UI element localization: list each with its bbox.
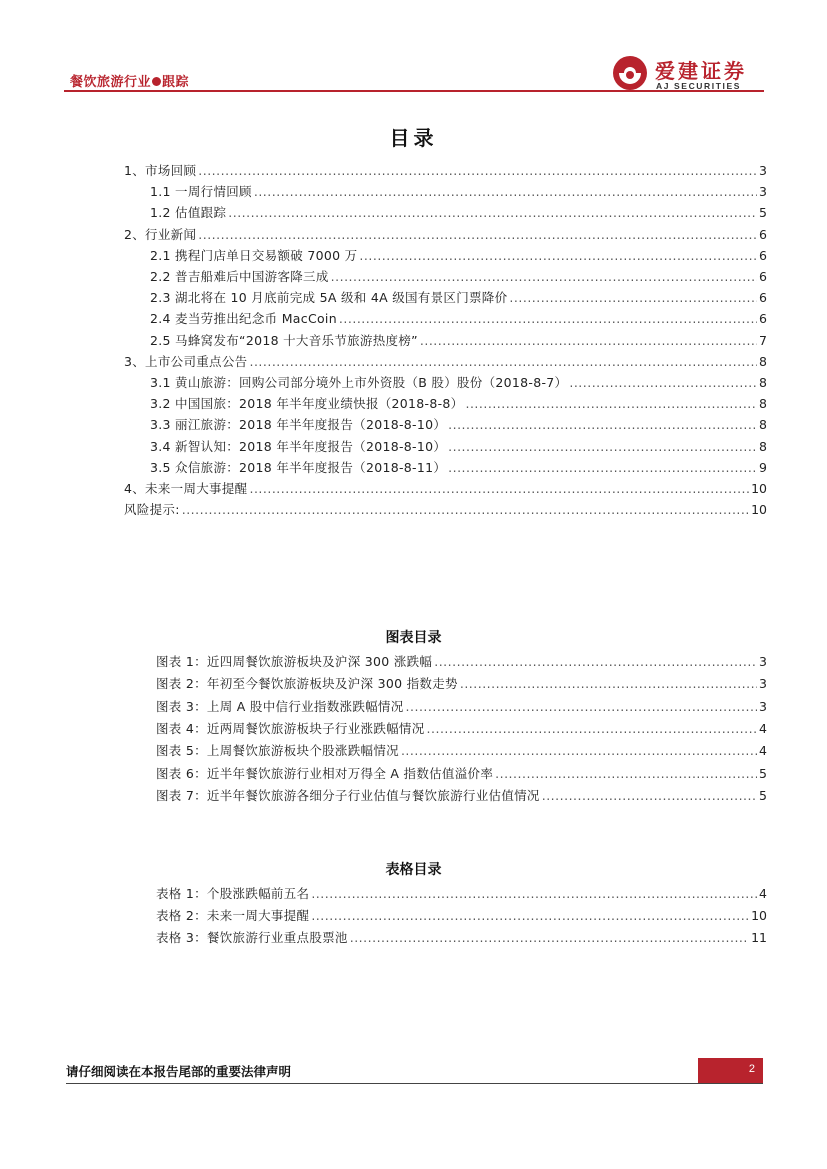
dot-leader xyxy=(228,205,757,220)
figure-entry-page: 5 xyxy=(759,765,767,781)
dot-leader xyxy=(339,311,757,326)
toc-entry[interactable] xyxy=(124,479,767,497)
toc-entry[interactable] xyxy=(150,203,767,221)
tables-toc-title: 表格目录 xyxy=(385,862,442,878)
toc-entry-label: 3.3 丽江旅游：2018 年半年度报告（2018-8-10） xyxy=(150,417,447,433)
dot-leader xyxy=(331,269,757,284)
logo-english-name: AJ SECURITIES xyxy=(656,81,742,91)
footer-divider xyxy=(66,1083,763,1084)
dot-leader xyxy=(311,908,749,923)
toc-entry[interactable] xyxy=(124,500,767,518)
toc-entry[interactable] xyxy=(150,458,767,476)
toc-entry-page: 8 xyxy=(759,417,767,433)
table-entry-page: 4 xyxy=(759,886,767,901)
figure-entry[interactable] xyxy=(156,764,767,782)
toc-entry-page: 10 xyxy=(751,481,767,496)
dot-leader xyxy=(249,481,749,496)
figure-entry-page: 5 xyxy=(759,787,767,803)
figure-entry-label: 图表 4：近两周餐饮旅游板块子行业涨跌幅情况 xyxy=(156,720,425,736)
toc-entry-label: 1.2 估值跟踪 xyxy=(150,205,227,221)
figures-toc-title: 图表目录 xyxy=(385,630,442,646)
dot-leader xyxy=(249,354,757,369)
report-category xyxy=(70,71,189,90)
toc-entry-page: 6 xyxy=(759,226,767,242)
figure-entry-label: 图表 6：近半年餐饮旅游行业相对万得全 A 指数估值溢价率 xyxy=(156,765,494,781)
dot-leader xyxy=(198,227,757,242)
figure-entry[interactable] xyxy=(156,786,767,804)
figure-entry-label: 图表 2：年初至今餐饮旅游板块及沪深 300 指数走势 xyxy=(156,676,458,692)
figure-entry-page: 3 xyxy=(759,676,767,692)
table-entry-label: 表格 1：个股涨跌幅前五名 xyxy=(156,886,310,901)
toc-entry-label: 2.5 马蜂窝发布“2018 十大音乐节旅游热度榜” xyxy=(150,332,418,348)
table-entry-page: 11 xyxy=(751,930,767,946)
report-category-text: 餐饮旅游行业 xyxy=(70,75,152,90)
toc-entry-page: 6 xyxy=(759,269,767,284)
toc-entry-label: 3.5 众信旅游：2018 年半年度报告（2018-8-11） xyxy=(150,459,447,475)
logo-chinese-name: 爱建证券 xyxy=(655,59,747,83)
figure-entry[interactable] xyxy=(156,719,767,737)
toc-entry-label: 3.2 中国国旅：2018 年半年度业绩快报（2018-8-8） xyxy=(150,396,464,412)
toc-entry-page: 3 xyxy=(759,163,767,178)
toc-entry-label: 2.2 普吉船难后中国游客降三成 xyxy=(150,269,329,284)
toc-entry-page: 7 xyxy=(759,332,767,348)
dot-leader xyxy=(542,788,757,803)
toc-entry[interactable] xyxy=(124,225,767,243)
bullet-dot-icon xyxy=(152,77,161,86)
toc-entry-label: 2.4 麦当劳推出纪念币 MacCoin xyxy=(150,311,337,327)
toc-entry-label: 3.4 新智认知：2018 年半年度报告（2018-8-10） xyxy=(150,438,447,454)
toc-entry[interactable] xyxy=(150,246,767,264)
toc-entry-page: 10 xyxy=(751,502,767,518)
dot-leader xyxy=(420,333,757,348)
toc-title: 目录 xyxy=(389,126,438,150)
dot-leader xyxy=(401,743,757,758)
dot-leader xyxy=(448,439,757,454)
toc-entry-label: 1.1 一周行情回顾 xyxy=(150,184,252,200)
figure-entry-label: 图表 7：近半年餐饮旅游各细分子行业估值与餐饮旅游行业估值情况 xyxy=(156,787,540,803)
table-entry-page: 10 xyxy=(751,908,767,924)
toc-entry-page: 8 xyxy=(759,396,767,412)
dot-leader xyxy=(182,502,749,517)
page-number: 2 xyxy=(748,1063,755,1075)
dot-leader xyxy=(448,460,757,475)
toc-entry[interactable] xyxy=(150,182,767,200)
dot-leader xyxy=(448,417,757,432)
figure-entry-label: 图表 5：上周餐饮旅游板块个股涨跌幅情况 xyxy=(156,743,399,759)
toc-entry[interactable] xyxy=(124,161,767,179)
toc-entry-label: 2.3 湖北将在 10 月底前完成 5A 级和 4A 级国有景区门票降价 xyxy=(150,290,508,306)
figure-entry-label: 图表 1：近四周餐饮旅游板块及沪深 300 涨跌幅 xyxy=(156,654,433,669)
table-entry[interactable] xyxy=(156,884,767,902)
figure-entry-page: 4 xyxy=(759,743,767,759)
figure-entry-page: 4 xyxy=(759,720,767,736)
figure-entry[interactable] xyxy=(156,697,767,715)
table-entry-label: 表格 2：未来一周大事提醒 xyxy=(156,908,310,924)
toc-entry-page: 8 xyxy=(759,438,767,454)
figure-entry-label: 图表 3：上周 A 股中信行业指数涨跌幅情况 xyxy=(156,698,404,714)
toc-entry-page: 9 xyxy=(759,459,767,475)
toc-entry-label: 风险提示: xyxy=(124,502,180,518)
dot-leader xyxy=(460,676,757,691)
toc-entry-page: 8 xyxy=(759,353,767,369)
toc-entry[interactable] xyxy=(150,394,767,412)
dot-leader xyxy=(434,654,757,669)
figure-entry[interactable] xyxy=(156,674,767,692)
dot-leader xyxy=(465,396,757,411)
toc-entry[interactable] xyxy=(150,437,767,455)
toc-entry-page: 6 xyxy=(759,311,767,327)
toc-entry-label: 2.1 携程门店单日交易额破 7000 万 xyxy=(150,247,358,263)
figure-entry[interactable] xyxy=(156,652,767,670)
dot-leader xyxy=(254,184,757,199)
toc-entry[interactable] xyxy=(150,309,767,327)
table-entry[interactable] xyxy=(156,906,767,924)
dot-leader xyxy=(359,248,757,263)
dot-leader xyxy=(406,699,758,714)
toc-entry-label: 1、市场回顾 xyxy=(124,163,197,178)
figure-entry-page: 3 xyxy=(759,654,767,669)
report-type-text: 跟踪 xyxy=(162,75,190,90)
dot-leader xyxy=(569,375,757,390)
figure-entry[interactable] xyxy=(156,741,767,759)
toc-entry-page: 3 xyxy=(759,184,767,200)
table-entry-label: 表格 3：餐饮旅游行业重点股票池 xyxy=(156,930,348,946)
toc-entry-page: 5 xyxy=(759,205,767,221)
toc-entry-label: 3.1 黄山旅游：回购公司部分境外上市外资股（B 股）股份（2018-8-7） xyxy=(150,375,568,390)
legal-disclaimer: 请仔细阅读在本报告尾部的重要法律声明 xyxy=(66,1064,292,1079)
dot-leader xyxy=(350,930,749,945)
dot-leader xyxy=(198,163,757,178)
figure-entry-page: 3 xyxy=(759,698,767,714)
toc-entry-label: 2、行业新闻 xyxy=(124,226,197,242)
toc-entry[interactable] xyxy=(150,373,767,391)
toc-entry-page: 6 xyxy=(759,247,767,263)
toc-entry-page: 6 xyxy=(759,290,767,306)
toc-entry[interactable] xyxy=(150,288,767,306)
toc-entry-label: 4、未来一周大事提醒 xyxy=(124,481,248,496)
dot-leader xyxy=(509,290,757,305)
toc-entry[interactable] xyxy=(150,331,767,349)
dot-leader xyxy=(311,886,757,901)
dot-leader xyxy=(427,721,758,736)
toc-entry[interactable] xyxy=(124,352,767,370)
table-entry[interactable] xyxy=(156,928,767,946)
toc-entry[interactable] xyxy=(150,267,767,285)
dot-leader xyxy=(495,766,757,781)
toc-entry-page: 8 xyxy=(759,375,767,390)
page-number-box xyxy=(698,1058,763,1083)
toc-entry-label: 3、上市公司重点公告 xyxy=(124,353,248,369)
toc-entry[interactable] xyxy=(150,415,767,433)
